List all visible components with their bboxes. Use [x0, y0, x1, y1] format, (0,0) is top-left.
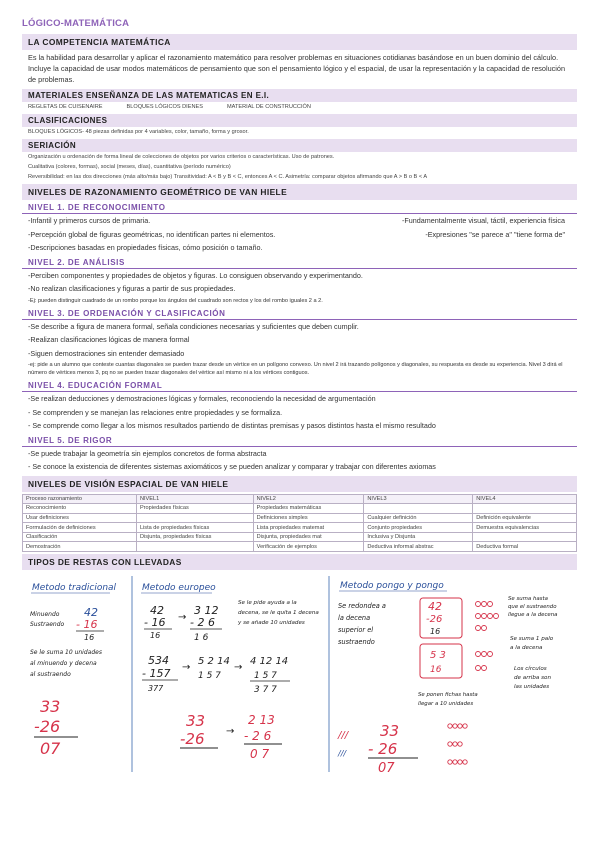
table-row — [23, 513, 577, 523]
europeo-alt: 0 7 — [250, 747, 270, 762]
table-cell — [473, 532, 577, 542]
nivel-5-text: - Se conoce la existencia de diferentes sistemas axiomáticos y se pueden analizar y comparar y trabajar con diferentes axiomas — [28, 462, 436, 471]
table-cell: Proceso razonamiento — [23, 494, 137, 504]
europeo-num: - 2 6 — [190, 616, 215, 630]
europeo-num: 1 5 7 — [198, 671, 221, 682]
table-cell: Deductiva formal — [473, 542, 577, 552]
nivel-2-text: -No realizan clasificaciones y figuras a partir de sus propiedades. — [28, 284, 236, 293]
nivel-3-text: -Se describe a figura de manera formal, señala condiciones necesarias y suficientes que deben cumplir. — [28, 321, 359, 331]
europeo-note: decena, se le quita 1 decena — [238, 610, 319, 617]
seriacion-line: Cualitativa (colores, formas), social (meses, días), cuantitativa (período numérico) — [28, 164, 231, 170]
clasificaciones-heading: CLASIFICACIONES — [22, 114, 577, 127]
metodo-tradicional-title: Metodo tradicional — [32, 583, 117, 594]
table-cell: Propiedades físicas — [136, 504, 253, 514]
europeo-note: y se añade 10 unidades — [238, 620, 305, 627]
table-cell: Disjunta, propiedades físicas — [136, 532, 253, 542]
competencia-text: Es la habilidad para desarrollar y aplicar el razonamiento matemático para resolver problemas en situaciones cotidianas basándose en un buen dominio del cálculo. Incluye la capacidad de usar modos matemáticos de pensamiento que son el pensamiento lógico y el espacial, de usar la representación y la capacidad de resolución de problemas. — [28, 53, 566, 84]
table-cell: NIVEL1 — [136, 494, 253, 504]
table-row — [23, 542, 577, 552]
nivel-1-row — [22, 214, 577, 228]
europeo-alt: 2 13 — [248, 713, 275, 728]
europeo-num: 5 2 14 — [198, 656, 230, 668]
europeo-num: 16 — [150, 631, 161, 641]
europeo-num: 534 — [148, 654, 169, 668]
europeo-num: - 157 — [142, 667, 171, 681]
svg-text:→: → — [226, 726, 235, 738]
document-page — [22, 18, 577, 774]
trad-note: Se le suma 10 unidades — [30, 649, 102, 657]
trad-num: 16 — [84, 633, 95, 643]
pongo-side2: a la decena — [510, 645, 543, 652]
trad-note: al sustraendo — [30, 671, 71, 679]
europeo-num: 3 12 — [194, 604, 219, 618]
table-cell: Lista propiedades matemat — [253, 523, 364, 533]
materiales-item: BLOQUES LÓGICOS DIENES — [126, 104, 203, 110]
svg-text:→: → — [178, 612, 187, 624]
nivel-3-text: -Realizan clasificaciones lógicas de manera formal — [28, 335, 190, 344]
nivel-3-example: -ej: pide a un alumno que conteste cuantas diagonales se pueden trazar desde un vértice en un polígono convexo. Un nivel 2 irá trazando polígonos y diagonales, su respuesta es desde su experiencia. Nivel 3 dirá el número de vértices menos 3, pq no se pueden trazar diagonales del vértice así mismo ni a los vértices contiguos. — [28, 362, 563, 376]
nivel-1-text: -Expresiones "se parece a" "tiene forma de" — [425, 229, 565, 239]
pongo-note: sustraendo — [338, 638, 375, 647]
vision-espacial-table — [22, 494, 577, 553]
table-header-row — [23, 494, 577, 504]
minuendo-label: Minuendo — [30, 611, 60, 619]
pongo-note2: Se ponen fichas hasta — [418, 692, 478, 699]
trad-note: al minuendo y decena — [30, 660, 97, 668]
handwritten-notes — [22, 574, 577, 774]
europeo-num: 42 — [150, 604, 164, 618]
materiales-item: MATERIAL DE CONSTRUCCIÓN — [226, 104, 311, 110]
pongo-side: llegue a la decena — [508, 612, 558, 619]
pongo-side: Se suma hasta — [508, 596, 548, 603]
table-cell: Inclusiva y Disjunta — [364, 532, 473, 542]
materiales-list — [22, 102, 577, 112]
europeo-big: -26 — [180, 730, 205, 749]
pongo-side2: Se suma 1 palo — [510, 636, 554, 643]
nivel-5-title: NIVEL 5. DE RIGOR — [22, 433, 577, 447]
trad-big: -26 — [34, 717, 61, 737]
nivel-2-example: -Ej: pueden distinguir cuadrado de un rombo porque los ángulos del cuadrado son rectos y los del rombo iguales 2 a 2. — [28, 297, 323, 304]
table-cell: Definición equivalente — [473, 513, 577, 523]
page-title: LÓGICO-MATEMÁTICA — [22, 18, 130, 29]
table-cell — [473, 504, 577, 514]
nivel-4-text: - Se comprenden y se manejan las relaciones entre propiedades y se formaliza. — [28, 407, 283, 417]
pongo-note: Se redondea a — [338, 602, 386, 611]
metodo-pongo-title: Metodo pongo y pongo — [340, 581, 444, 592]
table-cell: Verificación de ejemplos — [253, 542, 364, 552]
clasificaciones-text: BLOQUES LÓGICOS- 48 piezas definidas por 4 variables, color, tamaño, forma y grosor. — [28, 129, 249, 135]
pongo-num: 16 — [430, 627, 441, 637]
table-cell — [136, 542, 253, 552]
pongo-note: superior el — [338, 626, 374, 635]
europeo-num: 4 12 14 — [250, 656, 289, 668]
table-cell: NIVEL3 — [364, 494, 473, 504]
table-cell: Clasificación — [23, 532, 137, 542]
table-row — [23, 532, 577, 542]
svg-text:///: /// — [338, 730, 349, 742]
table-cell: Disjunta, propiedades mat — [253, 532, 364, 542]
handwritten-notes-drawing — [22, 574, 577, 774]
materiales-item: REGLETAS DE CUISENAIRE — [28, 104, 103, 110]
nivel-1-text: -Infantil y primeros cursos de primaria. — [28, 216, 151, 225]
table-cell: NIVEL4 — [473, 494, 577, 504]
europeo-num: 1 6 — [194, 633, 209, 644]
table-cell: Formulación de definiciones — [23, 523, 137, 533]
pongo-side: que el sustraendo — [508, 604, 557, 611]
table-cell: Cualquier definición — [364, 513, 473, 523]
table-cell: Demostración — [23, 542, 137, 552]
europeo-num: 3 7 7 — [254, 685, 277, 696]
nivel-1-text: -Descripciones basadas en propiedades físicas, cómo posición o tamaño. — [28, 243, 263, 252]
restas-heading: TIPOS DE RESTAS CON LLEVADAS — [22, 554, 577, 570]
nivel-4-text: - Se comprende como llegar a los mismos resultados partiendo de distintas premisas y pasos distintos hasta el mismo resultado — [28, 421, 436, 430]
trad-big: 07 — [40, 739, 61, 759]
seriacion-heading: SERIACIÓN — [22, 139, 577, 152]
pongo-side3: las unidades — [514, 684, 550, 691]
nivel-2-text: -Perciben componentes y propiedades de objetos y figuras. Lo consiguen observando y experimentando. — [28, 270, 363, 280]
table-cell: Definiciones simples — [253, 513, 364, 523]
counter-circles — [476, 602, 499, 671]
seriacion-line: Organización u ordenación de forma lineal de colecciones de objetos por varios criterios o características. Uso de patrones. — [28, 154, 335, 160]
nivel-4-text: -Se realizan deducciones y demostraciones lógicas y formales, reconociendo la necesidad de argumentación — [28, 394, 376, 403]
table-cell: NIVEL2 — [253, 494, 364, 504]
europeo-num: 377 — [148, 684, 164, 694]
table-cell — [136, 513, 253, 523]
svg-text:→: → — [234, 662, 243, 674]
trad-num: 42 — [84, 606, 98, 620]
nivel-1-text: -Percepción global de figuras geométricas, no identifican partes ni elementos. — [28, 229, 276, 239]
pongo-note2: llegar a 10 unidades — [418, 701, 474, 708]
svg-text:///: /// — [338, 749, 347, 759]
pongo-side3: de arriba son — [514, 675, 551, 682]
trad-big: 33 — [40, 697, 61, 717]
nivel-1-row — [22, 228, 577, 242]
nivel-3-text: -Siguen demostraciones sin entender demasiado — [28, 348, 185, 358]
pongo-note: la decena — [338, 614, 371, 623]
table-cell: Usar definiciones — [23, 513, 137, 523]
pongo-big: - 26 — [368, 740, 398, 759]
table-cell: Demuestra equivalencias — [473, 523, 577, 533]
nivel-4-title: NIVEL 4. EDUCACIÓN FORMAL — [22, 378, 577, 392]
europeo-note: Se le pide ayuda a la — [238, 600, 297, 607]
europeo-num: - 16 — [144, 616, 166, 630]
europeo-alt: - 2 6 — [244, 729, 272, 744]
table-cell: Propiedades matemáticas — [253, 504, 364, 514]
nivel-1-title: NIVEL 1. DE RECONOCIMIENTO — [22, 200, 577, 214]
table-cell: Reconocimiento — [23, 504, 137, 514]
europeo-big: 33 — [186, 712, 206, 731]
svg-text:→: → — [182, 662, 191, 674]
nivel-2-title: NIVEL 2. DE ANÁLISIS — [22, 255, 577, 269]
pongo-big: 33 — [380, 722, 400, 741]
pongo-num: -26 — [426, 614, 443, 626]
table-row — [23, 523, 577, 533]
materiales-heading: MATERIALES ENSEÑANZA DE LAS MATEMATICAS EN E.I. — [22, 89, 577, 102]
pongo-num: 42 — [428, 600, 442, 614]
nivel-5-text: -Se puede trabajar la geometría sin ejemplos concretos de forma abstracta — [28, 448, 267, 458]
pongo-num: 16 — [430, 665, 442, 676]
pongo-num: 5 3 — [430, 650, 446, 662]
seriacion-line: Reversibilidad: en las dos direcciones (más alto/más bajo) Transitividad: A < B y B < C, entonces A < C. Asimetría: comparar objetos afirmando que A > B o B < A — [28, 174, 428, 180]
counter-circles — [448, 724, 467, 764]
table-cell — [364, 504, 473, 514]
vision-espacial-heading: NIVELES DE VISIÓN ESPACIAL DE VAN HIELE — [22, 476, 577, 492]
sustraendo-label: Sustraendo — [30, 621, 65, 629]
table-cell: Deductiva informal abstrac — [364, 542, 473, 552]
nivel-3-title: NIVEL 3. DE ORDENACIÓN Y CLASIFICACIÓN — [22, 306, 577, 320]
table-row — [23, 504, 577, 514]
nivel-1-text: -Fundamentalmente visual, táctil, experiencia física — [402, 216, 565, 225]
table-cell: Conjunto propiedades — [364, 523, 473, 533]
europeo-num: 1 5 7 — [254, 671, 277, 682]
competencia-heading: LA COMPETENCIA MATEMÁTICA — [22, 34, 577, 50]
metodo-europeo-title: Metodo europeo — [142, 583, 216, 594]
trad-num: - 16 — [76, 618, 98, 632]
van-hiele-heading: NIVELES DE RAZONAMIENTO GEOMÉTRICO DE VAN HIELE — [22, 184, 577, 200]
table-cell: Lista de propiedades físicas — [136, 523, 253, 533]
pongo-big: 07 — [378, 761, 395, 775]
pongo-side3: Los círculos — [514, 666, 547, 673]
